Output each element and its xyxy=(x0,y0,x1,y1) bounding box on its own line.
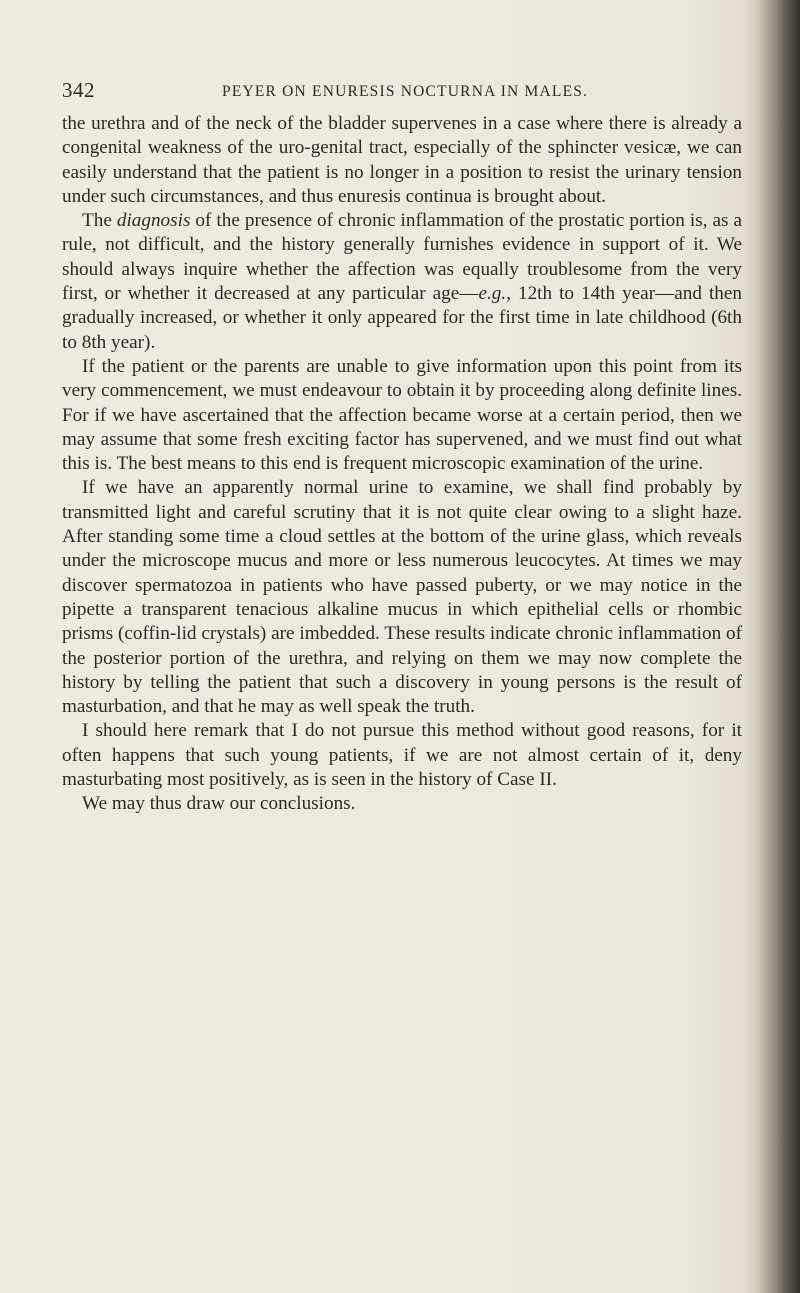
text-segment: If we have an apparently normal urine to examine, we shall find probably by transmitted light and careful scrutiny that it is not quite clear owing to a slight haze. After standing some time a cloud settles at the bottom of the urine glass, which reveals under the microscope mucus and more or less numerous leucocytes. At times we may discover spermatozoa in patients who have passed puberty, or we may notice in the pipette a transparent tenacious alkaline mucus in which epithelial cells or rhombic prisms (coffin-lid crystals) are imbedded. These results indicate chronic inflammation of the posterior portion of the urethra, and relying on them we may now complete the history by telling the patient that such a discovery in young persons is the result of masturbation, and that he may as well speak the truth. xyxy=(62,477,742,718)
page-header xyxy=(62,78,742,108)
text-segment: of the presence of chronic inflammation of the prostatic portion is, as a rule, not difficult, and the history generally furnishes evidence in support of it. We should always inquire whether the affection was equally troublesome from the very first, or whether it decreased at any particular age— xyxy=(62,210,742,305)
running-head: PEYER ON ENURESIS NOCTURNA IN MALES. xyxy=(222,83,589,100)
paragraph-p2 xyxy=(62,209,742,355)
paragraph-p5 xyxy=(62,719,742,792)
text-segment: We may thus draw our conclusions. xyxy=(82,793,356,815)
page-gutter-shadow xyxy=(758,0,800,1293)
italic-text: e.g. xyxy=(478,283,507,305)
text-segment: If the patient or the parents are unable to give information upon this point from its very commencement, we must endeavour to obtain it by proceeding along definite lines. For if we have ascertained that the affection became worse at a certain period, then we may assume that some fresh exciting factor has supervened, and we must find out what this is. The best means to this end is frequent microscopic examination of the urine. xyxy=(62,355,742,475)
text-segment: The xyxy=(82,210,117,232)
text-segment: , 12th to 14th year—and then gradually increased, or whether it only appeared for the first time in late childhood (6th to 8th year). xyxy=(62,283,742,353)
paragraph-p1 xyxy=(62,112,742,209)
page-number: 342 xyxy=(62,78,95,102)
text-segment: I should here remark that I do not pursue this method without good reasons, for it often happens that such young patients, if we are not almost certain of it, deny masturbating most positively, as is seen in the history of Case II. xyxy=(62,720,742,791)
italic-text: diagnosis xyxy=(116,210,191,232)
text-segment: the urethra and of the neck of the bladder supervenes in a case where there is already a congenital weakness of the uro-genital tract, especially of the sphincter vesicæ, we can easily understand that the patient is no longer in a position to resist the urinary tension under such circumstances, and thus enuresis continua is brought about. xyxy=(62,113,742,207)
paragraph-p4 xyxy=(62,476,742,719)
body-text xyxy=(62,112,742,817)
paragraph-p3 xyxy=(62,355,742,476)
paragraph-p6 xyxy=(62,792,742,816)
